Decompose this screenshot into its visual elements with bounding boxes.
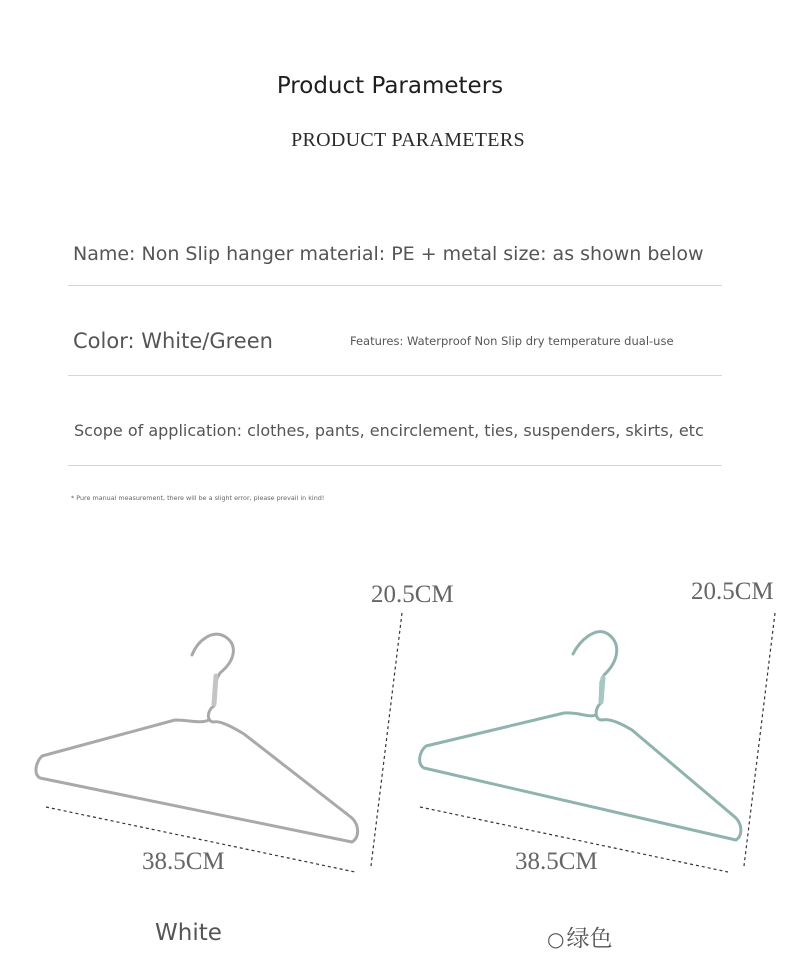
green-height-label: 20.5CM (691, 578, 774, 605)
spec-features: Features: Waterproof Non Slip dry temperature dual-use (350, 334, 674, 348)
white-caption: White (155, 920, 222, 946)
green-hanger-shape (420, 632, 741, 840)
white-hanger-shape (36, 634, 358, 842)
white-height-dimension-line (371, 613, 402, 866)
green-width-label: 38.5CM (515, 848, 598, 875)
green-caption (547, 920, 612, 953)
white-hanger-neck-wrap (214, 676, 216, 704)
white-hanger-image (36, 634, 358, 842)
spec-color: Color: White/Green (73, 329, 273, 353)
spec-scope: Scope of application: clothes, pants, encirclement, ties, suspenders, skirts, etc (74, 421, 704, 440)
page-subtitle: PRODUCT PARAMETERS (291, 129, 525, 151)
spec-name-material-size: Name: Non Slip hanger material: PE + metal size: as shown below (73, 243, 704, 265)
green-caption-text: 绿色 (566, 926, 613, 952)
green-height-dimension-line (744, 613, 775, 866)
green-hanger-image (420, 632, 741, 840)
green-hanger-neck-wrap (601, 678, 603, 702)
white-height-label: 20.5CM (371, 581, 454, 608)
measurement-note: * Pure manual measurement, there will be a slight error, please prevail in kind! (71, 494, 325, 502)
circle-icon: ○ (547, 927, 565, 951)
white-width-label: 38.5CM (142, 848, 225, 875)
page-title: Product Parameters (276, 73, 504, 99)
